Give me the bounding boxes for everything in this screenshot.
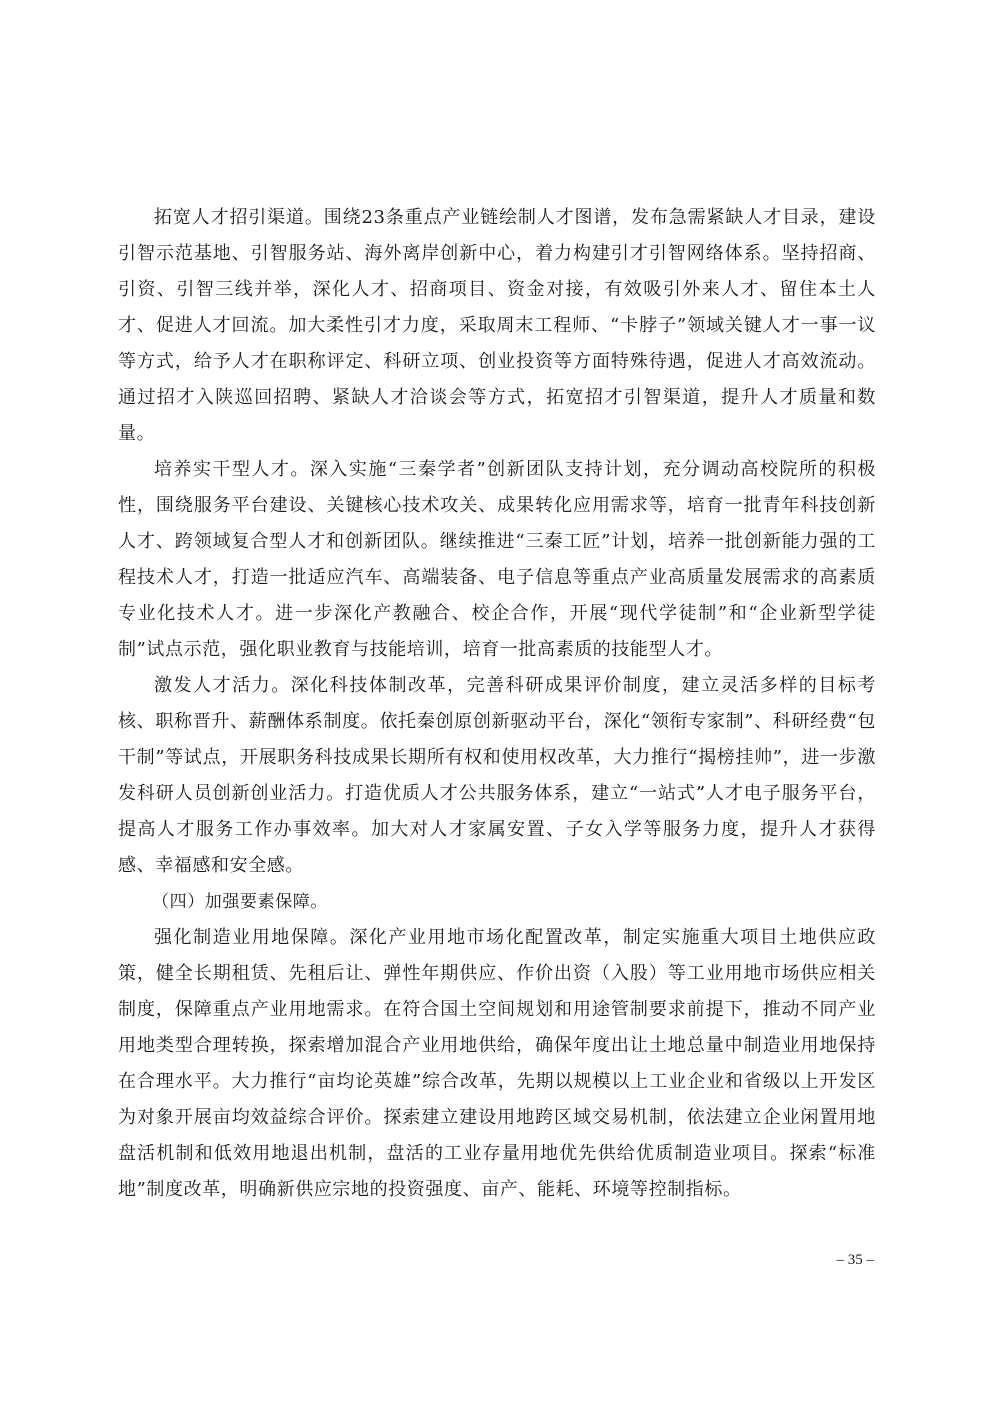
page-number: – 35 – <box>836 1252 874 1268</box>
paragraph-talent-cultivation: 培养实干型人才。深入实施“三秦学者”创新团队支持计划，充分调动高校院所的积极性，围绕服务平台建设、关键核心技术攻关、成果转化应用需求等，培育一批青年科技创新人才、跨领域复合型人才和创新团队。继续推进“三秦工匠”计划，培养一批创新能力强的工程技术人才，打造一批适应汽车、高端装备、电子信息等重点产业高质量发展需求的高素质专业化技术人才。进一步深化产教融合、校企合作，开展“现代学徒制”和“企业新型学徒制”试点示范，强化职业教育与技能培训，培育一批高素质的技能型人才。 <box>118 459 876 660</box>
paragraph-talent-recruitment: 拓宽人才招引渠道。围绕23条重点产业链绘制人才图谱，发布急需紧缺人才目录，建设引智示范基地、引智服务站、海外离岸创新中心，着力构建引才引智网络体系。坚持招商、引资、引智三线并举，深化人才、招商项目、资金对接，有效吸引外来人才、留住本土人才、促进人才回流。加大柔性引才力度，采取周末工程师、“卡脖子”领域关键人才一事一议等方式，给予人才在职称评定、科研立项、创业投资等方面特殊待遇，促进人才高效流动。通过招才入陕巡回招聘、紧缺人才洽谈会等方式，拓宽招才引智渠道，提升人才质量和数量。 <box>118 207 876 444</box>
page-body <box>118 200 876 1208</box>
paragraph-land-guarantee: 强化制造业用地保障。深化产业用地市场化配置改革，制定实施重大项目土地供应政策，健全长期租赁、先租后让、弹性年期供应、作价出资（入股）等工业用地市场供应相关制度，保障重点产业用地需求。在符合国土空间规划和用途管制要求前提下，推动不同产业用地类型合理转换，探索增加混合产业用地供给，确保年度出让土地总量中制造业用地保持在合理水平。大力推行“亩均论英雄”综合改革，先期以规模以上工业企业和省级以上开发区为对象开展亩均效益综合评价。探索建立建设用地跨区域交易机制，依法建立企业闲置用地盘活机制和低效用地退出机制，盘活的工业存量用地优先供给优质制造业项目。探索“标准地”制度改革，明确新供应宗地的投资强度、亩产、能耗、环境等控制指标。 <box>118 927 876 1200</box>
paragraph-talent-vitality: 激发人才活力。深化科技体制改革，完善科研成果评价制度，建立灵活多样的目标考核、职称晋升、薪酬体系制度。依托秦创原创新驱动平台，深化“领衔专家制”、科研经费“包干制”等试点，开展职务科技成果长期所有权和使用权改革，大力推行“揭榜挂帅”，进一步激发科研人员创新创业活力。打造优质人才公共服务体系，建立“一站式”人才电子服务平台，提高人才服务工作办事效率。加大对人才家属安置、子女入学等服务力度，提升人才获得感、幸福感和安全感。 <box>118 675 876 876</box>
section-heading: （四）加强要素保障。 <box>152 892 328 912</box>
